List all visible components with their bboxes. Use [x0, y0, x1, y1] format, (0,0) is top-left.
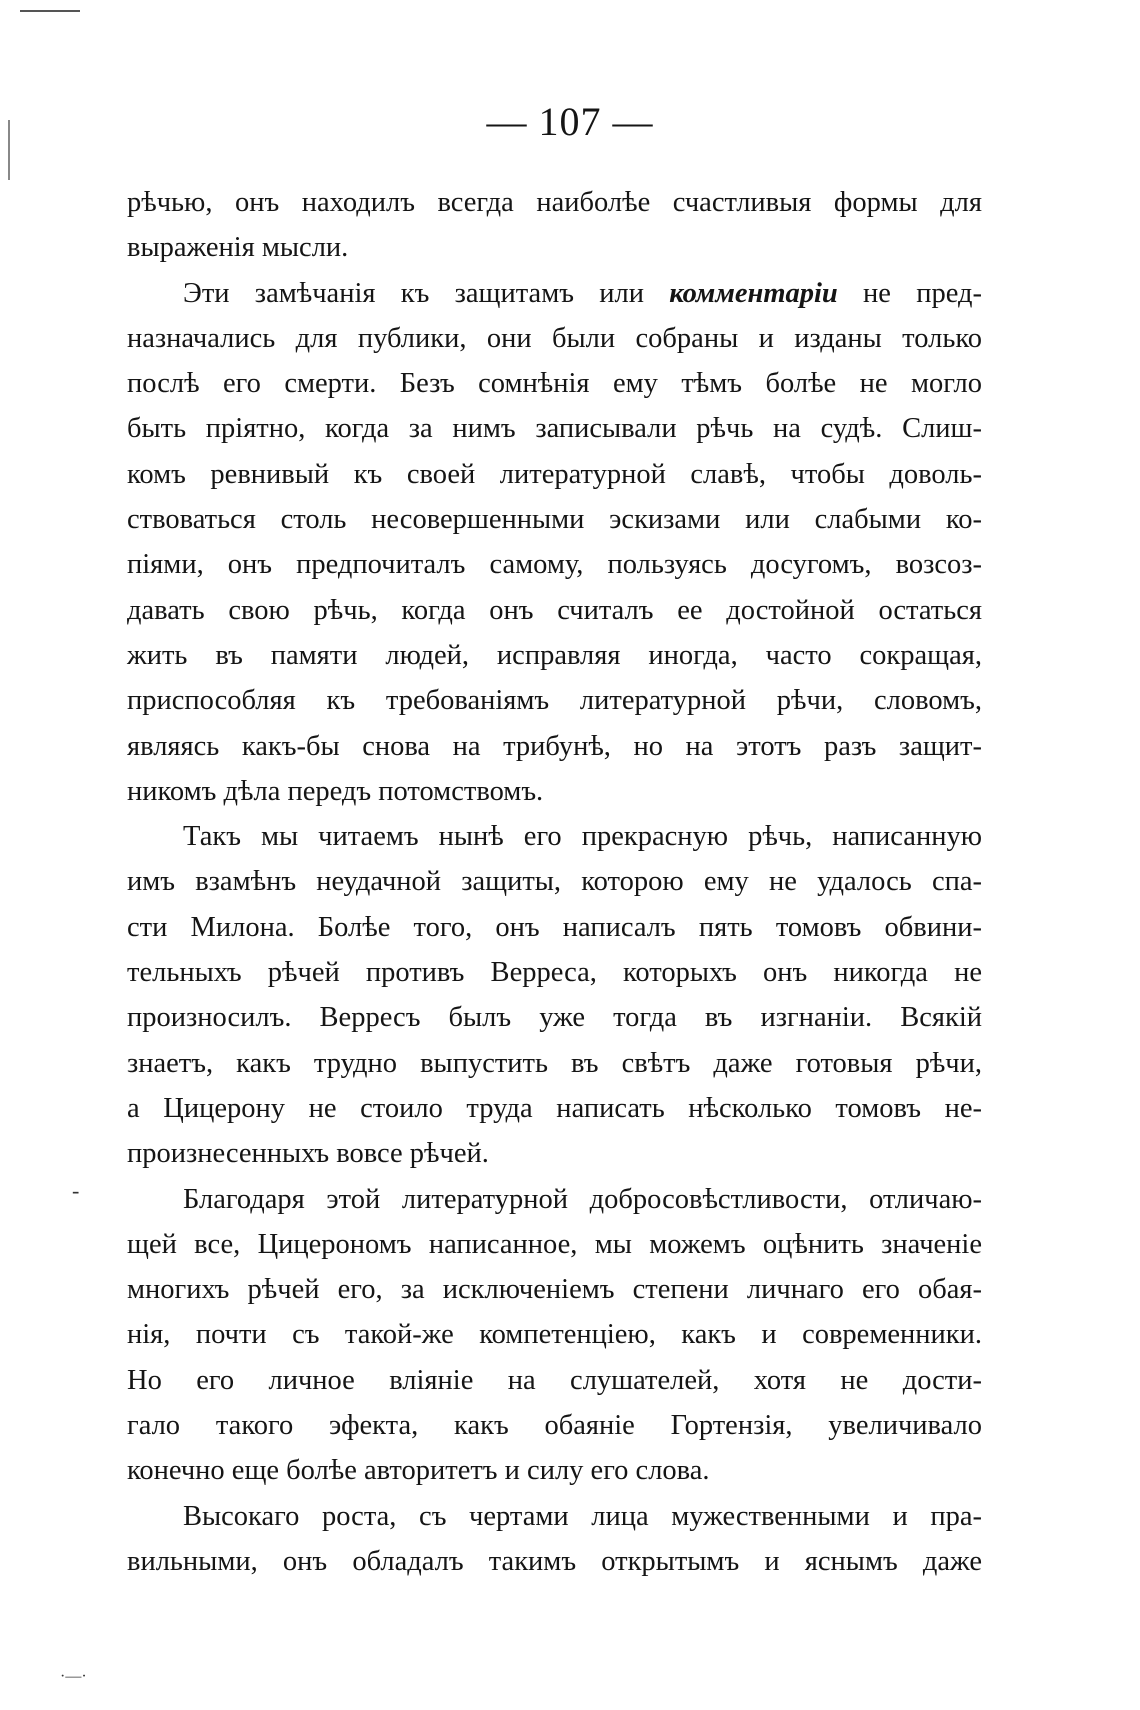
text-line: Высокаго роста, съ чертами лица мужественными и пра- — [183, 1500, 982, 1532]
text-line: знаетъ, какъ трудно выпустить въ свѣтъ даже готовыя рѣчи, — [127, 1047, 982, 1079]
text-line: сти Милона. Болѣе того, онъ написалъ пять томовъ обвини- — [127, 911, 982, 943]
text-line: гало такого эфекта, какъ обаяніе Гортензія, увеличивало — [127, 1410, 982, 1442]
corner-scan-mark — [20, 0, 80, 12]
text-line: послѣ его смерти. Безъ сомнѣнія ему тѣмъ болѣе не могло — [127, 368, 982, 400]
page-number: — 107 — — [486, 99, 654, 144]
text-line: никомъ дѣла передъ потомствомъ. — [127, 775, 544, 807]
text-line: ствоваться столь несовершенными эскизами или слабыми ко- — [127, 504, 982, 536]
text-line: а Цицерону не стоило труда написать нѣсколько томовъ не- — [127, 1092, 982, 1124]
text-line: комъ ревнивый къ своей литературной славѣ, чтобы доволь- — [127, 458, 982, 490]
text-line: быть пріятно, когда за нимъ записывали рѣчь на судѣ. Слиш- — [127, 413, 982, 445]
text-line: давать свою рѣчь, когда онъ считалъ ее достойной остаться — [127, 594, 982, 626]
text-line: являясь какъ-бы снова на трибунѣ, но на этотъ разъ защит- — [127, 730, 982, 762]
text-line: назначались для публики, они были собраны и изданы только — [127, 322, 982, 354]
text-line — [127, 271, 982, 316]
text-line: тельныхъ рѣчей противъ Верреса, которыхъ онъ никогда не — [127, 957, 982, 989]
text-line: произносилъ. Верресъ былъ уже тогда въ изгнаніи. Всякій — [127, 1002, 982, 1034]
text-line: имъ взамѣнъ неудачной защиты, которою ему не удалось спа- — [127, 866, 982, 898]
text-line: піями, онъ предпочиталъ самому, пользуясь досугомъ, возсоз- — [127, 549, 982, 581]
text-fragment: Эти замѣчанія къ защитамъ или — [183, 277, 670, 309]
text-line: вильными, онъ обладалъ такимъ открытымъ и яснымъ даже — [127, 1545, 982, 1577]
text-line: Благодаря этой литературной добросовѣстливости, отличаю- — [183, 1183, 982, 1215]
text-line: многихъ рѣчей его, за исключеніемъ степени личнаго его обая- — [127, 1274, 982, 1306]
text-line: щей все, Цицерономъ написанное, мы можемъ оцѣнить значеніе — [127, 1228, 982, 1260]
margin-dash-mark: - — [72, 1178, 80, 1203]
text-line: рѣчью, онъ находилъ всегда наиболѣе счастливыя формы для — [127, 187, 982, 218]
text-line: произнесенныхъ вовсе рѣчей. — [127, 1138, 489, 1170]
text-line: приспособляя къ требованіямъ литературной рѣчи, словомъ, — [127, 685, 982, 717]
text-line: Но его личное вліяніе на слушателей, хотя не дости- — [127, 1364, 982, 1396]
text-line: Такъ мы читаемъ нынѣ его прекрасную рѣчь, написанную — [183, 821, 982, 853]
body-text — [127, 180, 982, 1584]
text-line: конечно еще болѣе авторитетъ и силу его слова. — [127, 1455, 710, 1487]
bottom-scan-mark: ·—· — [60, 1668, 87, 1685]
text-line: нія, почти съ такой-же компетенціею, какъ и современники. — [127, 1319, 982, 1351]
text-line: выраженія мысли. — [127, 232, 349, 264]
text-fragment: не пред- — [837, 277, 983, 309]
text-line: жить въ памяти людей, исправляя иногда, часто сокращая, — [127, 639, 982, 671]
emphasized-word: комментаріи — [669, 277, 838, 309]
